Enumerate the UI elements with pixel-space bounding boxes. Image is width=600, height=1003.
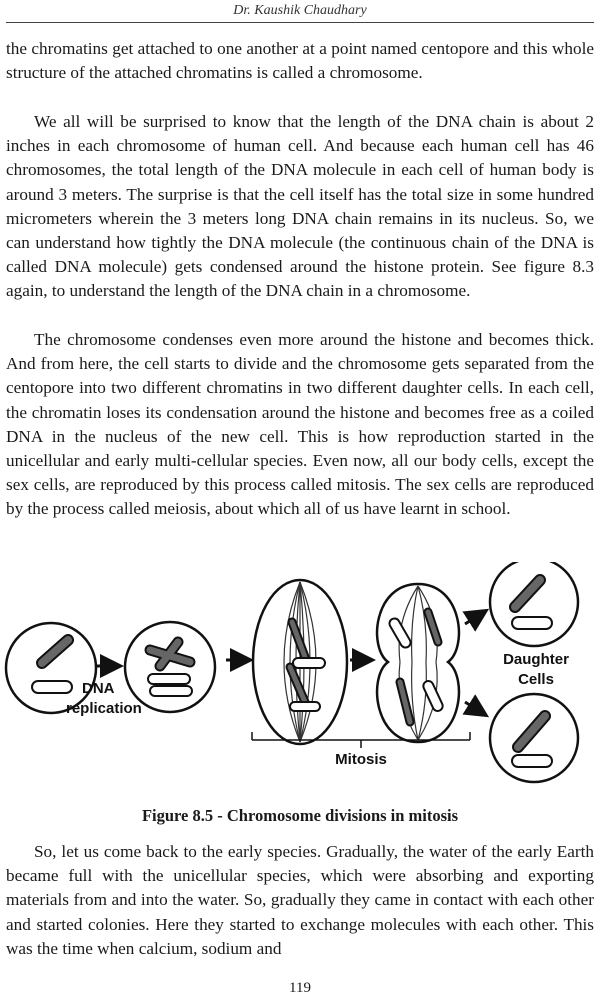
page-number: 119: [289, 980, 311, 996]
running-title: Dr. Kaushik Chaudhary: [233, 3, 367, 18]
daughter-cell-top: [490, 562, 578, 646]
daughter-cell-bottom: [490, 694, 578, 782]
paragraph-condensation: The chromosome condenses even more around the histone and becomes thick. And from here, the cell starts to divide and the chromosome gets separated from the centopore into two different chromatins in two different daughter cells. In each cell, the chromatin loses its condensation around the histone and becomes free as a coiled DNA in the nucleus of the new cell. This is how reproduction started in the unicellular and early multi-cellular species. Even now, all our body cells, except the sex cells, are reproduced by this process called mitosis. The sex cells are reproduced by the process called meiosis, about which all of us have learnt in school.: [6, 330, 594, 519]
figure-caption: Figure 8.5 - Chromosome divisions in mitosis: [141, 806, 459, 825]
arrow-4: [465, 612, 484, 624]
label-dna-replication: DNA replication: [66, 680, 142, 717]
paragraph-early-species: So, let us come back to the early species. Gradually, the water of the early Earth became full with the unicellular species, which were absorbing and exporting materials from and into the water. So, gradually they came in contact with each other and started colonies. Here they started to exchange molecules with each other. This was the time when calcium, sodium and: [6, 842, 594, 958]
cell-anaphase: [377, 584, 459, 742]
paragraph-continuation: the chromatins get attached to one another at a point named centopore and this whole structure of the attached chromatins is called a chromosome.: [6, 39, 594, 83]
mitosis-figure: [0, 562, 600, 797]
arrow-5: [465, 702, 484, 714]
paragraph-dna-length: We all will be surprised to know that the length of the DNA chain is about 2 inches in each chromosome of human cell. And because each human cell has 46 chromosomes, the total length of the DNA molecule in each cell of human body is around 3 meters. The surprise is that the cell itself has the total size in some hundred micrometers wherein the 3 meters long DNA chain remains in its nucleus. So, we can understand how tightly the DNA molecule (the continuous chain of the DNA is called DNA molecule) gets condensed around the histone protein. See figure 8.3 again, to understand the length of the DNA chain in a chromosome.: [6, 112, 594, 301]
running-header: [0, 0, 600, 24]
label-daughter-cells: Daughter Cells: [503, 651, 569, 688]
cell-metaphase: [253, 580, 347, 744]
label-mitosis: Mitosis: [335, 751, 387, 768]
header-rule: [6, 22, 594, 23]
